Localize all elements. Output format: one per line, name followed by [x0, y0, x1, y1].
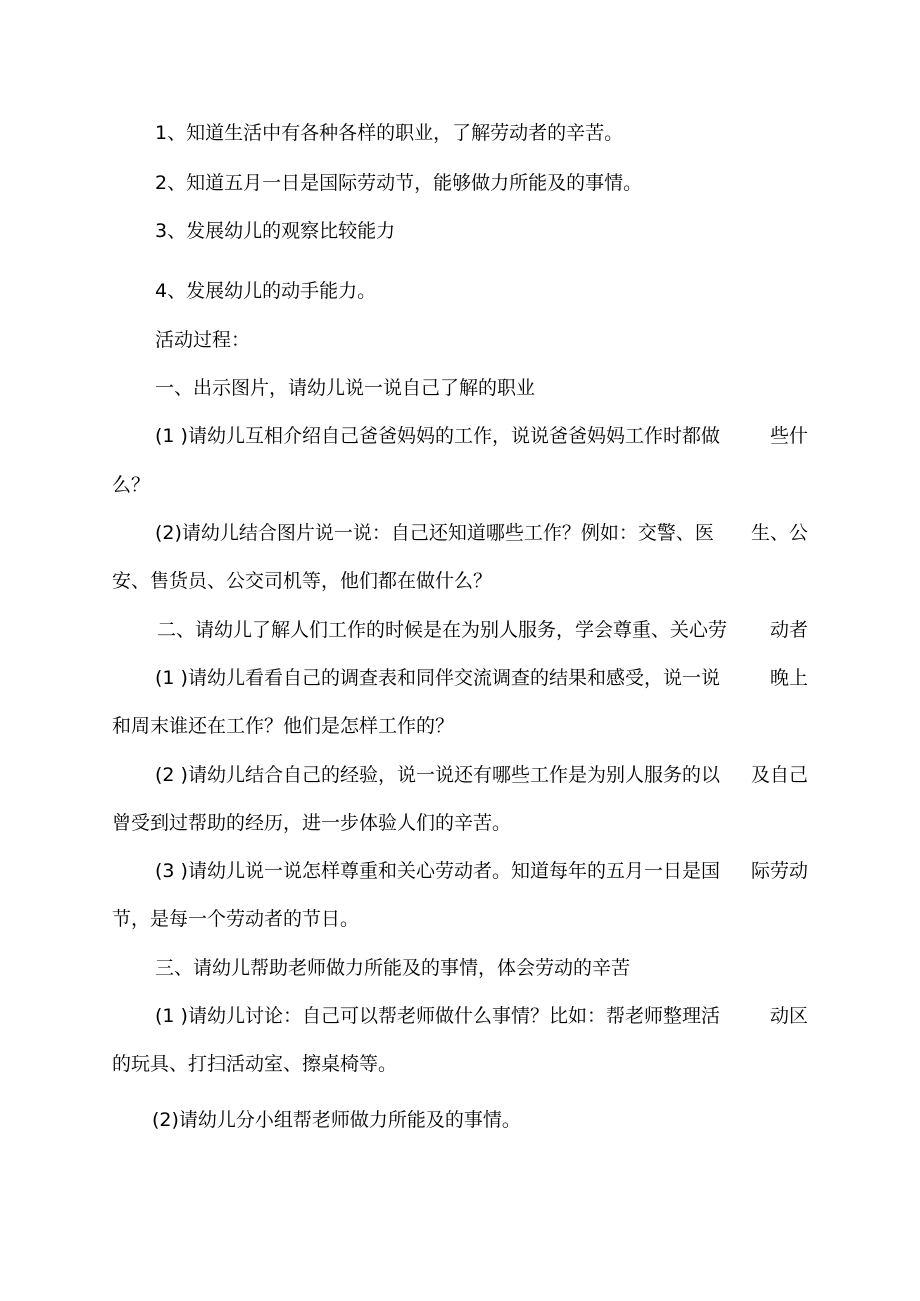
step-1-item-2-line-2: 安、售货员、公交司机等，他们都在做什么？ [112, 570, 493, 592]
step-3-heading: 三、请幼儿帮助老师做力所能及的事情，体会劳动的辛苦 [155, 957, 631, 979]
text-segment: 些什 [769, 425, 808, 447]
step-2-item-1-line-2: 和周末谁还在工作？他们是怎样工作的？ [112, 715, 455, 737]
objective-1: 1、知道生活中有各种各样的职业，了解劳动者的辛苦。 [155, 122, 624, 144]
text-segment: 二、请幼儿了解人们工作的时候是在为别人服务，学会尊重、关心劳 [157, 619, 728, 641]
text-segment: (1 )请幼儿讨论：自己可以帮老师做什么事情？比如：帮老师整理活 [155, 1005, 720, 1027]
step-1-heading: 一、出示图片，请幼儿说一说自己了解的职业 [155, 377, 536, 399]
text-segment: (1 )请幼儿看看自己的调查表和同伴交流调查的结果和感受，说一说 [155, 667, 720, 689]
step-3-item-2: (2)请幼儿分小组帮老师做力所能及的事情。 [152, 1109, 521, 1131]
objective-4: 4、发展幼儿的动手能力。 [155, 280, 377, 302]
step-3-item-1-line-2: 的玩具、打扫活动室、擦桌椅等。 [112, 1053, 398, 1075]
step-2-heading [157, 618, 808, 642]
text-segment: 晚上 [769, 667, 808, 689]
text-segment: 动区 [769, 1005, 808, 1027]
text-segment: 动者 [769, 619, 808, 641]
step-1-item-1-line-1 [155, 424, 808, 448]
text-segment: 际劳动 [750, 860, 808, 882]
text-segment: (2)请幼儿结合图片说一说：自己还知道哪些工作？例如：交警、医 [155, 522, 714, 544]
text-segment: (3 )请幼儿说一说怎样尊重和关心劳动者。知道每年的五月一日是国 [155, 860, 720, 882]
step-2-item-2-line-2: 曾受到过帮助的经历，进一步体验人们的辛苦。 [112, 812, 512, 834]
step-1-item-1-line-2: 么？ [112, 474, 151, 496]
objective-2: 2、知道五月一日是国际劳动节，能够做力所能及的事情。 [155, 172, 643, 194]
objective-3: 3、发展幼儿的观察比较能力 [155, 220, 396, 242]
text-segment: (1 )请幼儿互相介绍自己爸爸妈妈的工作，说说爸爸妈妈工作时都做 [155, 425, 720, 447]
step-2-item-1-line-1 [155, 666, 808, 690]
step-3-item-1-line-1 [155, 1004, 808, 1028]
step-2-item-2-line-1 [155, 763, 808, 787]
step-1-item-2-line-1 [155, 521, 808, 545]
step-2-item-3-line-1 [155, 859, 808, 883]
text-segment: (2 )请幼儿结合自己的经验，说一说还有哪些工作是为别人服务的以 [155, 764, 720, 786]
text-segment: 及自己 [750, 764, 808, 786]
text-segment: 生、公 [750, 522, 808, 544]
section-heading-activity-process: 活动过程： [155, 329, 251, 351]
step-2-item-3-line-2: 节，是每一个劳动者的节日。 [112, 908, 360, 930]
